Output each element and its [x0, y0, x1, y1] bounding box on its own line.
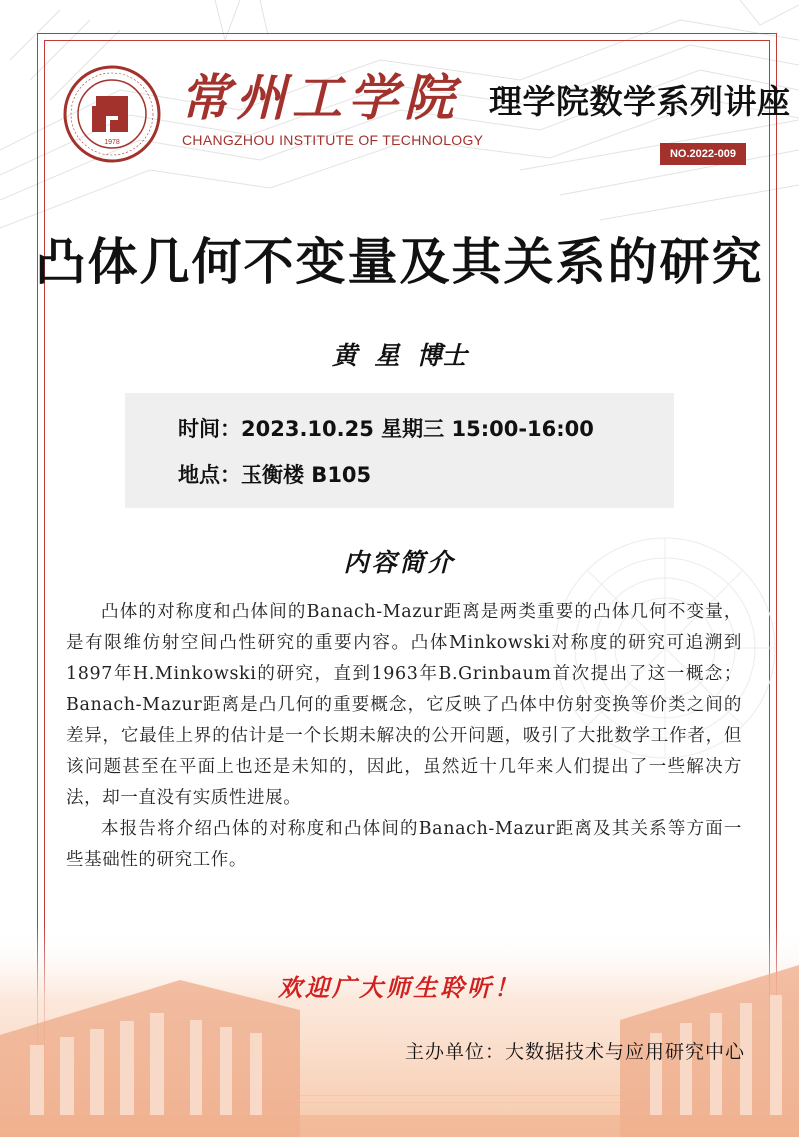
time-value: 2023.10.25 星期三 15:00-16:00: [241, 417, 594, 441]
series-number-badge: NO.2022-009: [660, 143, 746, 165]
info-box: [125, 393, 674, 508]
seal-year: 1978: [104, 139, 120, 146]
school-name-en: CHANGZHOU INSTITUTE OF TECHNOLOGY: [182, 132, 484, 148]
lecture-title: 凸体几何不变量及其关系的研究: [35, 232, 764, 291]
school-name-cn: 常州工学院: [180, 68, 460, 127]
place-label: 地点：: [178, 463, 241, 487]
series-title: 理学院数学系列讲座: [489, 82, 791, 121]
abstract-paragraph: 凸体的对称度和凸体间的Banach-Mazur距离是两类重要的凸体几何不变量，是有限维仿射空间凸性研究的重要内容。凸体Minkowski对称度的研究可追溯到1897年H.Minkowski的研究，直到1963年B.Grinbaum首次提出了这一概念；Banach-Mazur距离是凸几何的重要概念，它反映了凸体中仿射变换等价类之间的差异，它最佳上界的估计是一个长期未解决的公开问题，吸引了大批数学工作者，但该问题甚至在平面上也还是未知的，因此，虽然近十几年来人们提出了一些解决方法，却一直没有实质性进展。: [66, 602, 742, 808]
speaker-name: 黄 星 博士: [332, 341, 467, 370]
place-line: [178, 459, 371, 489]
school-seal-logo: [62, 64, 162, 164]
campus-building-illustration: [0, 925, 799, 1137]
time-label: 时间：: [178, 417, 241, 441]
place-value: 玉衡楼 B105: [241, 463, 372, 487]
abstract-heading: 内容简介: [343, 548, 456, 577]
time-line: [178, 413, 594, 443]
abstract-body: [66, 597, 742, 876]
welcome-text: 欢迎广大师生聆听！: [278, 973, 521, 1002]
abstract-paragraph: 本报告将介绍凸体的对称度和凸体间的Banach-Mazur距离及其关系等方面一些基础性的研究工作。: [66, 819, 742, 870]
organizer-text: 主办单位：大数据技术与应用研究中心: [404, 1041, 745, 1063]
